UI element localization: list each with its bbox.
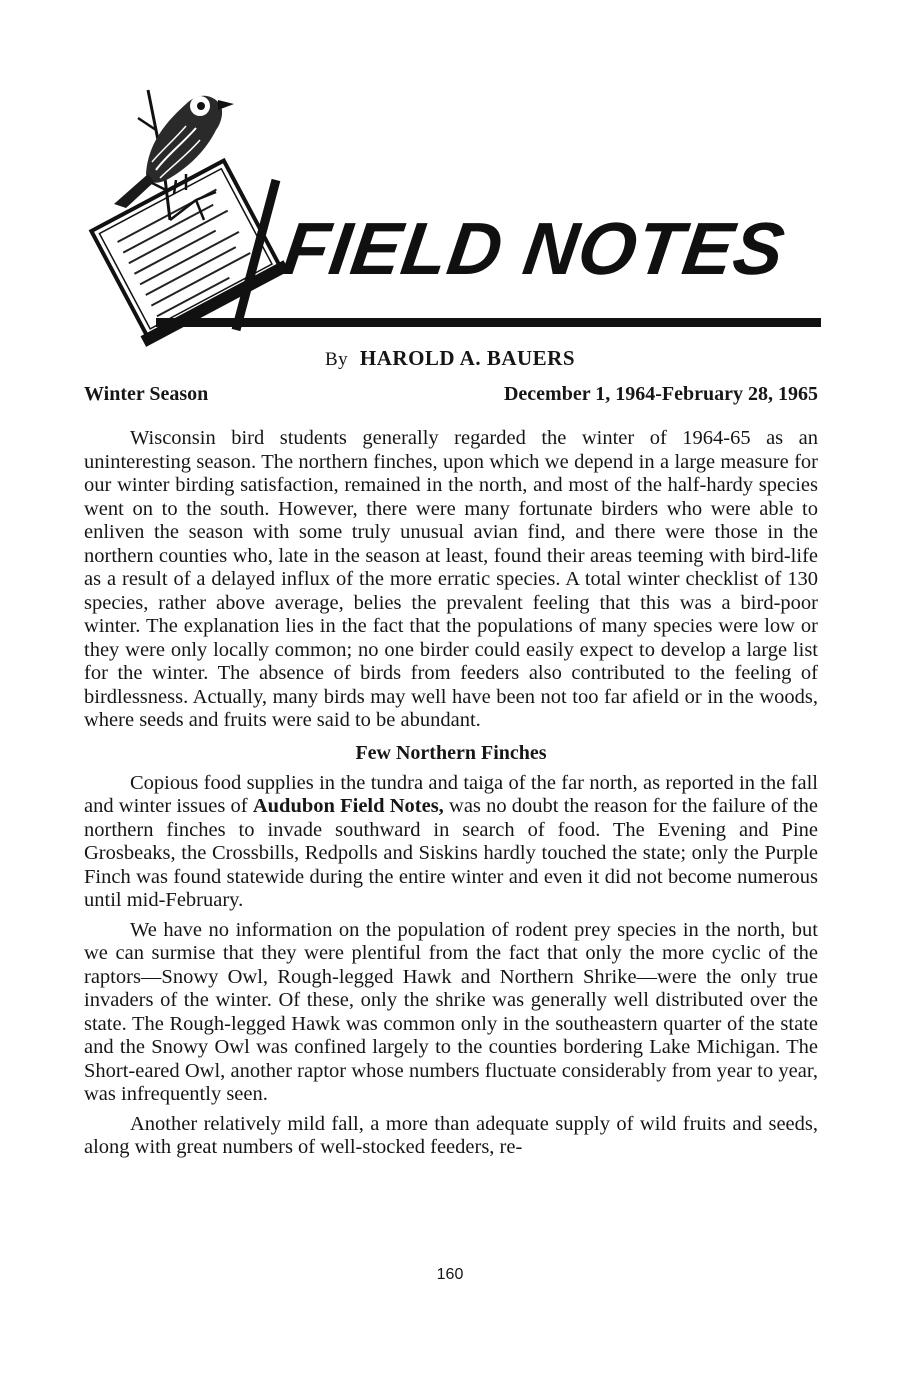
byline xyxy=(0,346,900,372)
masthead-title: FIELD NOTES xyxy=(278,207,791,290)
author-name: HAROLD A. BAUERS xyxy=(359,346,576,370)
masthead xyxy=(86,70,821,350)
paragraph-finches-end: was no doubt the reason for the failure of the northern finches to invade southward in search of food. The Evening and Pine Grosbeaks, the Crossbills, Redpolls and Siskins hardly touched the state; only the Purple Finch was found statewide during the entire winter and even it did not become numerous until mid-February. xyxy=(84,795,819,911)
paragraph-intro: Wisconsin bird students generally regarded the winter of 1964-65 as an uninteresting season. The northern finches, upon which we depend in a large measure for our winter birding satisfaction, remained in the north, and most of the half-hardy species went on to the south. However, there were many fortunate birders who were able to enliven the season with some truly unusual avian find, and there were those in the northern counties who, late in the season at least, found their areas teeming with bird-life as a result of a delayed influx of the more erratic species. A total winter checklist of 130 species, rather above average, belies the prevalent feeling that this was a bird-poor winter. The explanation lies in the fact that the populations of many species were low or they were only locally common; no one birder could easily expect to develop a large list for the winter. The absence of birds from feeders also contributed to the feeling of birdlessness. Actually, many birds may well have been not too far afield or in the woods, where seeds and fruits were said to be abundant. xyxy=(84,427,818,731)
paragraph-finches-start: Copious food supplies in the tundra and taiga of the far north, as reported in the fall and winter issues of xyxy=(84,771,818,817)
season-label: Winter Season xyxy=(84,383,209,405)
article-body xyxy=(84,427,818,1160)
publication-title: Audubon Field Notes, xyxy=(252,795,444,817)
season-row xyxy=(84,382,818,408)
paragraph-raptors: We have no information on the population of rodent prey species in the north, but we can surmise that they were plentiful from the fact that only the more cyclic of the raptors—Snowy Owl, Rough-legged Hawk and Northern Shrike—were the only true invaders of the winter. Of these, only the shrike was generally well distributed over the state. The Rough-legged Hawk was common only in the southeastern quarter of the state and the Snowy Owl was confined largely to the counties bordering Lake Michigan. The Short-eared Owl, another raptor whose numbers fluctuate considerably from year to year, was infrequently seen. xyxy=(84,918,818,1105)
byline-prefix: By xyxy=(324,349,349,370)
paragraph-finches xyxy=(84,772,818,913)
page-number: 160 xyxy=(436,1266,464,1283)
section-heading: Few Northern Finches xyxy=(355,741,547,764)
paragraph-fall: Another relatively mild fall, a more than adequate supply of wild fruits and seeds, along with great numbers of well-stocked feeders, re- xyxy=(84,1112,818,1158)
season-dates: December 1, 1964-February 28, 1965 xyxy=(503,383,818,405)
